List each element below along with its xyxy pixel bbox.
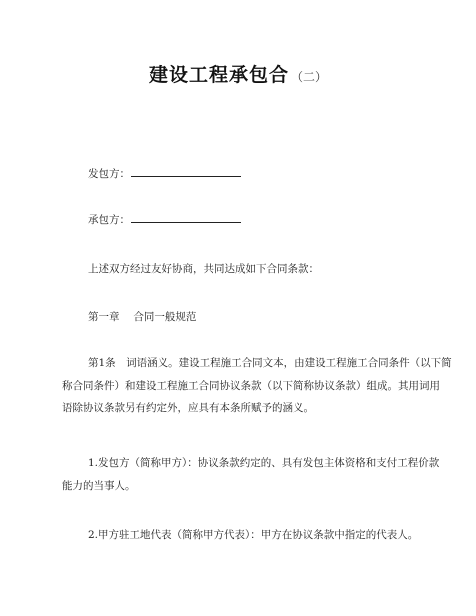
item-1-line: 1.发包方（简称甲方）：协议条款约定的、具有发包主体资格和支付工程价款 <box>88 457 440 469</box>
employer-label: 发包方： <box>88 168 130 180</box>
article-1-line: 称合同条件）和建设工程施工合同协议条款（以下简称协议条款）组成。其用词用 <box>62 379 440 392</box>
contractor-label: 承包方： <box>88 214 130 226</box>
article-1 <box>62 352 452 420</box>
employer-blank-line <box>131 166 241 177</box>
item-1 <box>62 452 440 497</box>
title-subtitle: （二） <box>291 70 328 84</box>
intro-text: 上述双方经过友好协商，共同达成如下合同条款： <box>88 263 319 275</box>
chapter-heading: 第一章 合同一般规范 <box>88 311 197 323</box>
document-title <box>0 60 476 87</box>
item-2 <box>62 524 419 547</box>
contractor-line <box>88 212 241 227</box>
contractor-blank-line <box>131 212 241 223</box>
item-1-line: 能力的当事人。 <box>62 479 136 492</box>
article-1-line: 语除协议条款另有约定外，应具有本条所赋予的涵义。 <box>62 402 314 414</box>
employer-line <box>88 166 241 181</box>
title-main: 建设工程承包合 <box>148 64 289 86</box>
item-2-line: 2.甲方驻工地代表（简称甲方代表）：甲方在协议条款中指定的代表人。 <box>88 529 419 541</box>
article-1-line: 第1条 词语涵义。建设工程施工合同文本，由建设工程施工合同条件（以下简 <box>88 357 452 369</box>
